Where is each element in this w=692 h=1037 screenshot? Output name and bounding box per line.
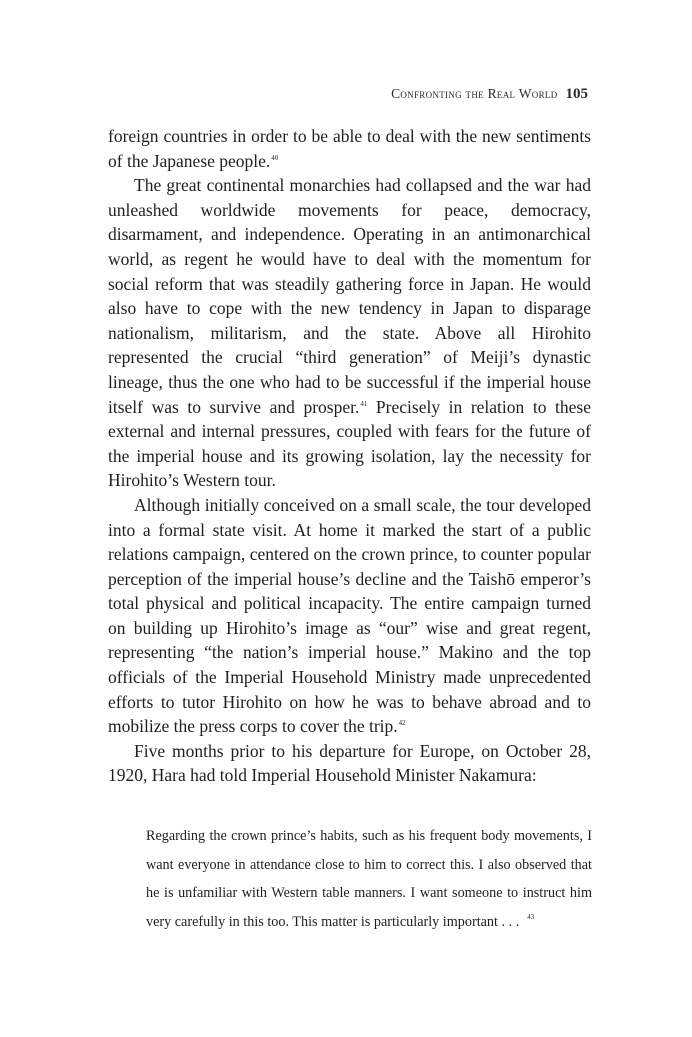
footnote-marker-43: 43 [527, 912, 535, 921]
quote-text: Regarding the crown prince’s habits, such as his frequent body movements, I want everyone in attendance close to him to correct this. I also observed that he is unfamiliar with Western table manners. I want someone to instruct him very carefully in this too. This matter is particularly important . . . [146, 828, 592, 930]
block-quote [146, 822, 592, 936]
body-text [108, 124, 591, 788]
paragraph-hara: Five months prior to his departure for Europe, on October 28, 1920, Hara had told Imperial Household Minister Nakamura: [108, 740, 591, 786]
paragraph-monarchies: The great continental monarchies had collapsed and the war had unleashed worldwide movements for peace, democracy, disarmament, and independence. Operating in an antimonarchical world, as regent he would have to deal with the momentum for social reform that was steadily gathering force in Japan. He would also have to cope with the new tendency in Japan to disparage nationalism, militarism, and the state. Above all Hirohito represented the crucial “third generation” of Meiji’s dynastic lineage, thus the one who had to be successful if the imperial house itself was to survive and prosper.$^{41}$ Precisely in relation to these external and internal pressures, coupled with fears for the future of the imperial house and its growing isolation, lay the necessity for Hirohito’s Western tour. [108, 175, 591, 491]
footnote-marker-41: 41 [360, 399, 368, 408]
running-title: Confronting the Real World [391, 86, 558, 101]
page-number: 105 [565, 86, 588, 102]
running-header [391, 86, 588, 103]
footnote-marker-40: 40 [271, 153, 279, 162]
paragraph-continued: foreign countries in order to be able to deal with the new sentiments of the Japanese people.$^{40}$ [108, 126, 591, 171]
paragraph-tour: Although initially conceived on a small scale, the tour developed into a formal state visit. At home it marked the start of a public relations campaign, centered on the crown prince, to counter popular perception of the imperial house’s decline and the Taishō emperor’s total physical and political incapacity. The entire campaign turned on building up Hirohito’s image as “our” wise and great regent, representing “the nation’s imperial house.” Makino and the top officials of the Imperial Household Ministry made unprecedented efforts to tutor Hirohito on how he was to behave abroad and to mobilize the press corps to cover the trip.$^{42}$ [108, 494, 591, 737]
footnote-marker-42: 42 [398, 719, 406, 728]
